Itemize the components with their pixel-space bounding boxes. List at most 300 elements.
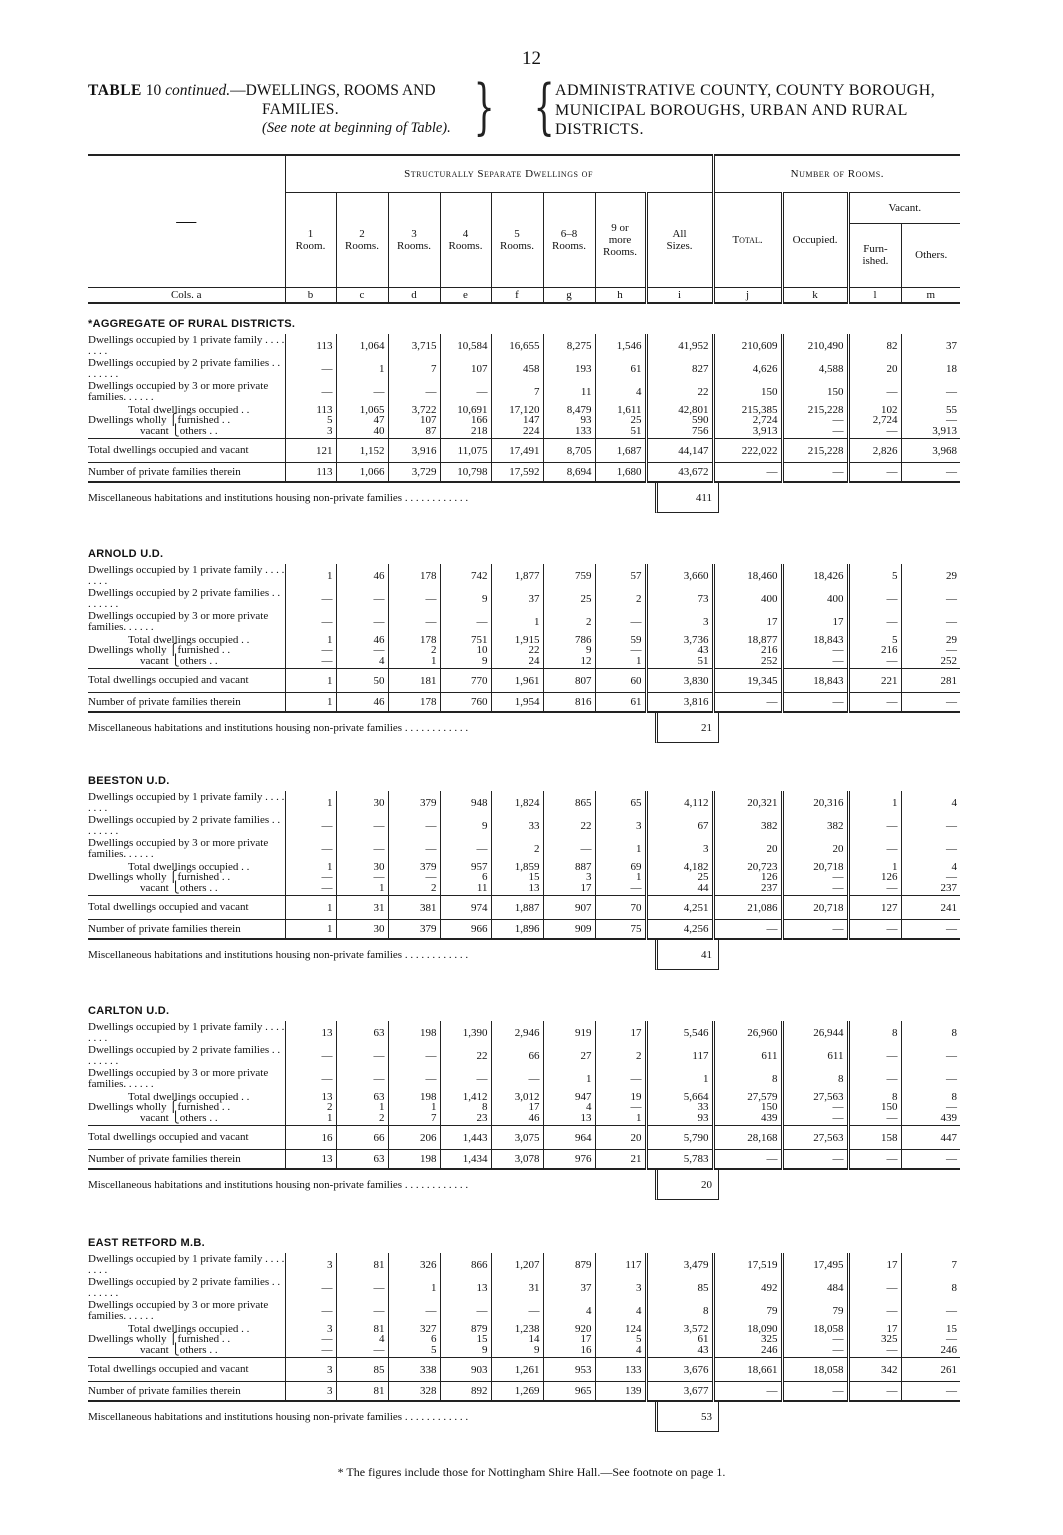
cell: 1,269	[491, 1382, 543, 1402]
row-label-line: Dwellings occupied by 3 or more private families. . . . . .	[88, 610, 269, 633]
cell	[388, 403, 440, 439]
cell: 770	[440, 669, 491, 693]
cell-value: 13	[321, 1090, 333, 1103]
cell: —	[901, 1067, 960, 1090]
cell-value: 1	[636, 871, 642, 884]
column-header	[88, 154, 960, 304]
cell: 3,479	[646, 1253, 713, 1276]
row-label	[88, 1358, 285, 1382]
cell-value: 22	[528, 644, 540, 657]
cell: —	[491, 1067, 543, 1090]
cell-value: 5,664	[683, 1090, 709, 1103]
cell-value: 87	[425, 424, 437, 437]
cell: 1,887	[491, 896, 543, 920]
misc-label: Miscellaneous habitations and institutions housing non-private families . . . . . . . . . . . .	[88, 1179, 469, 1191]
misc-row	[88, 483, 960, 513]
cell: 7	[901, 1253, 960, 1276]
cell: 9	[440, 814, 491, 837]
cell: 50	[336, 669, 388, 693]
cell-value: 18,843	[813, 633, 844, 646]
cell: 20	[848, 357, 901, 380]
cell-value: —	[946, 871, 957, 884]
cell-value: 5	[431, 1343, 437, 1356]
cell: —	[388, 1299, 440, 1322]
row-occ2	[88, 1276, 960, 1299]
row-label	[88, 1253, 285, 1276]
cell: 27	[543, 1044, 595, 1067]
cell: 1,961	[491, 669, 543, 693]
footnote: * The figures include those for Nottingham Shire Hall.—See footnote on page 1.	[337, 1465, 726, 1479]
row-label	[88, 1382, 285, 1402]
district-title: ARNOLD U.D.	[88, 548, 164, 560]
vacant-label: Vacant.	[850, 193, 961, 224]
cell: 1,877	[491, 564, 543, 587]
cell: —	[440, 610, 491, 633]
cell: 113	[285, 334, 336, 357]
cell	[336, 633, 388, 669]
row-label	[88, 669, 285, 693]
cell: 3,729	[388, 463, 440, 483]
cell: 198	[388, 1021, 440, 1044]
cell-value: 887	[575, 860, 592, 873]
cell: —	[595, 1067, 646, 1090]
cell-value: 1	[636, 654, 642, 667]
cell	[646, 860, 713, 896]
col-letter: f	[491, 287, 543, 303]
cell	[646, 1090, 713, 1126]
cell: 1,443	[440, 1126, 491, 1150]
cell	[901, 633, 960, 669]
cell	[901, 1322, 960, 1358]
row-tot	[88, 1322, 960, 1358]
cell: —	[848, 463, 901, 483]
cell: 338	[388, 1358, 440, 1382]
cell-value: 150	[881, 1101, 898, 1114]
area-title	[555, 81, 935, 140]
cell: —	[388, 380, 440, 403]
cell: —	[848, 920, 901, 940]
cell-value: 11	[476, 881, 488, 894]
cell: 8	[646, 1299, 713, 1322]
cell-value: 3,913	[752, 424, 778, 437]
group-dwellings: Structurally Separate Dwellings of	[285, 155, 713, 192]
cell: 5	[848, 564, 901, 587]
misc-value: 20	[655, 1170, 719, 1200]
cell-value: 1	[892, 860, 898, 873]
cell: 4,251	[646, 896, 713, 920]
col-letter: e	[440, 287, 491, 303]
cell-value: —	[832, 1101, 844, 1114]
cell	[595, 403, 646, 439]
cell-value: —	[630, 881, 642, 894]
cell: 1,680	[595, 463, 646, 483]
cell-value: —	[832, 881, 844, 894]
cell: —	[440, 1067, 491, 1090]
row-label-line: Number of private families therein	[88, 922, 241, 935]
col-6-8-rooms: 6–8 Rooms.	[543, 192, 595, 287]
col-others: Others.	[901, 224, 960, 287]
cell-value: 2	[379, 1111, 385, 1124]
cell: 241	[901, 896, 960, 920]
cell: —	[901, 1150, 960, 1170]
cell: —	[388, 814, 440, 837]
cell-value: 133	[575, 424, 592, 437]
cell-value: —	[630, 1101, 642, 1114]
cell: 44,147	[646, 439, 713, 463]
cell-value: —	[832, 424, 844, 437]
row-occ3	[88, 1299, 960, 1322]
cell-value: —	[321, 881, 333, 894]
cell: 816	[543, 693, 595, 713]
row-label-line: Number of private families therein	[88, 1384, 241, 1397]
col-letter: b	[285, 287, 336, 303]
cell	[440, 633, 491, 669]
cell: 31	[336, 896, 388, 920]
cell-value: 3	[327, 424, 333, 437]
right-brace: }	[473, 72, 495, 142]
cell: —	[848, 837, 901, 860]
cell: 43,672	[646, 463, 713, 483]
cell	[782, 403, 848, 439]
cell: 20,718	[782, 896, 848, 920]
cell	[336, 403, 388, 439]
cell-value: 2,724	[752, 414, 778, 427]
cell-value: —	[886, 424, 898, 437]
cell-value: 42,801	[678, 403, 709, 416]
table-number: 10	[145, 82, 162, 99]
cell: 866	[440, 1253, 491, 1276]
cell: 5,783	[646, 1150, 713, 1170]
cell: —	[848, 814, 901, 837]
cell-value: 178	[420, 633, 437, 646]
col-9-more-rooms: 9 or more Rooms.	[595, 192, 646, 287]
cell: 760	[440, 693, 491, 713]
row-fam	[88, 1382, 960, 1402]
district-table	[88, 1253, 960, 1402]
cell	[646, 1322, 713, 1358]
cell-value: 46	[528, 1111, 540, 1124]
cell	[595, 860, 646, 896]
cell: 65	[595, 791, 646, 814]
cell: 18,460	[713, 564, 782, 587]
row-label-line: Dwellings occupied by 1 private family . . . . . . . .	[88, 791, 285, 814]
cell: 210,490	[782, 334, 848, 357]
misc-row	[88, 940, 960, 970]
cell-value: —	[321, 654, 333, 667]
cell-value: 126	[881, 871, 898, 884]
cell-value: 5	[636, 1333, 642, 1346]
cell: 1,064	[336, 334, 388, 357]
cell: 1	[543, 1067, 595, 1090]
misc-value: 53	[655, 1402, 719, 1432]
cell	[848, 1322, 901, 1358]
cell-value: 439	[761, 1111, 778, 1124]
cell: 28,168	[713, 1126, 782, 1150]
district-title: BEESTON U.D.	[88, 775, 170, 787]
cell-value: 8,479	[566, 403, 592, 416]
cell: 3	[285, 1382, 336, 1402]
row-label-line: Number of private families therein	[88, 1152, 241, 1165]
cell: 67	[646, 814, 713, 837]
cell-value: 2	[327, 1101, 333, 1114]
row-label-line: Dwellings occupied by 3 or more private families. . . . . .	[88, 1067, 269, 1090]
cell-value: 61	[697, 1333, 709, 1346]
row-label	[88, 791, 285, 814]
row-occ1	[88, 564, 960, 587]
misc-label: Miscellaneous habitations and institutions housing non-private families . . . . . . . . . . . .	[88, 949, 469, 961]
cell-value: —	[373, 644, 385, 657]
cell: 1,434	[440, 1150, 491, 1170]
cell-value: 17	[528, 1101, 540, 1114]
cell	[646, 633, 713, 669]
misc-label: Miscellaneous habitations and institutions housing non-private families . . . . . . . . . . . .	[88, 492, 469, 504]
district-section	[88, 548, 960, 743]
cell: —	[336, 380, 388, 403]
cell: 8	[848, 1021, 901, 1044]
row-label-line: Number of private families therein	[88, 695, 241, 708]
cell: 2,946	[491, 1021, 543, 1044]
cell: 2	[595, 1044, 646, 1067]
cell-value: 246	[940, 1343, 957, 1356]
cell	[440, 860, 491, 896]
district-table	[88, 334, 960, 483]
cell	[782, 860, 848, 896]
cell-value: 8	[482, 1101, 488, 1114]
cell: 1	[848, 791, 901, 814]
cell: 11	[543, 380, 595, 403]
cell-value: 1,915	[514, 633, 540, 646]
cell-value: —	[886, 1343, 898, 1356]
row-occ3	[88, 837, 960, 860]
cell: 17,592	[491, 463, 543, 483]
cell: 8	[713, 1067, 782, 1090]
cell-value: 51	[697, 654, 709, 667]
cell: 46	[336, 564, 388, 587]
cell: 11,075	[440, 439, 491, 463]
cell: 2	[595, 587, 646, 610]
cell: —	[848, 1150, 901, 1170]
row-label-line: Total dwellings occupied . .	[128, 1322, 250, 1335]
cell: 61	[595, 693, 646, 713]
cell-value: 17,120	[509, 403, 540, 416]
cell-value: 8	[892, 1090, 898, 1103]
row-label	[88, 1276, 285, 1299]
cell: —	[848, 1299, 901, 1322]
cell	[713, 1322, 782, 1358]
cell: 3,916	[388, 439, 440, 463]
cell-value: 756	[692, 424, 709, 437]
cell-value: 126	[761, 871, 778, 884]
cell: 1	[285, 896, 336, 920]
area-line-1: ADMINISTRATIVE COUNTY, COUNTY BOROUGH,	[555, 82, 936, 99]
cell: 1,261	[491, 1358, 543, 1382]
cell-value: 18,090	[747, 1322, 778, 1335]
row-totv	[88, 669, 960, 693]
cell-value: 17	[580, 1333, 592, 1346]
cell-value: —	[321, 644, 333, 657]
cell: —	[782, 693, 848, 713]
cell-value: 1,065	[359, 403, 385, 416]
cell: —	[782, 1382, 848, 1402]
cell: 1	[336, 357, 388, 380]
cell: 974	[440, 896, 491, 920]
cell: 807	[543, 669, 595, 693]
cell: 16,655	[491, 334, 543, 357]
cell-value: 20,723	[747, 860, 778, 873]
cell: 1,152	[336, 439, 388, 463]
cell: 261	[901, 1358, 960, 1382]
cell-value: 51	[630, 424, 642, 437]
cell-value: 63	[373, 1090, 385, 1103]
cell: 281	[901, 669, 960, 693]
cell: —	[285, 610, 336, 633]
cell	[440, 1322, 491, 1358]
row-occ2	[88, 587, 960, 610]
cell: —	[901, 1382, 960, 1402]
col-letter: i	[646, 287, 713, 303]
cell: 1,066	[336, 463, 388, 483]
cell-value: 4	[379, 1333, 385, 1346]
row-label	[88, 920, 285, 940]
cell: 9	[440, 587, 491, 610]
cell-value: 147	[523, 414, 540, 427]
cell-value: —	[373, 1343, 385, 1356]
cell-value: —	[886, 881, 898, 894]
cell: —	[285, 357, 336, 380]
cell: 7	[388, 357, 440, 380]
cell: 484	[782, 1276, 848, 1299]
cell-value: —	[321, 1343, 333, 1356]
cell-value: 4	[636, 1343, 642, 1356]
cell: 8,705	[543, 439, 595, 463]
cell: 150	[782, 380, 848, 403]
cell: 865	[543, 791, 595, 814]
cell-value: 4	[379, 654, 385, 667]
cell: 400	[713, 587, 782, 610]
cell	[848, 403, 901, 439]
cell-value: 920	[575, 1322, 592, 1335]
row-label-line: vacant ⎩others . .	[140, 424, 218, 437]
cell	[713, 1090, 782, 1126]
cell: 1,546	[595, 334, 646, 357]
cell-value: 786	[575, 633, 592, 646]
cell	[336, 1090, 388, 1126]
cell-value: 252	[940, 654, 957, 667]
cell: —	[848, 1044, 901, 1067]
col-letter: d	[388, 287, 440, 303]
row-tot	[88, 403, 960, 439]
cell: 107	[440, 357, 491, 380]
row-label	[88, 564, 285, 587]
cell-value: 69	[630, 860, 642, 873]
cell: 61	[595, 357, 646, 380]
cell	[543, 633, 595, 669]
cell: 8,275	[543, 334, 595, 357]
cell-value: 439	[940, 1111, 957, 1124]
row-label-line: Dwellings occupied by 3 or more private families. . . . . .	[88, 380, 269, 403]
group-rooms: Number of Rooms.	[713, 155, 960, 192]
cell-value: 1,238	[514, 1322, 540, 1335]
row-label-line: Dwellings occupied by 3 or more private families. . . . . .	[88, 837, 269, 860]
col-letter: m	[901, 287, 960, 303]
cell-value: 218	[471, 424, 488, 437]
misc-label: Miscellaneous habitations and institutions housing non-private families . . . . . . . . . . . .	[88, 1411, 469, 1423]
cell: 3	[595, 814, 646, 837]
cell: 909	[543, 920, 595, 940]
cell-value: 6	[482, 871, 488, 884]
cell: 16	[285, 1126, 336, 1150]
cell: —	[595, 610, 646, 633]
row-label	[88, 633, 285, 669]
row-occ2	[88, 1044, 960, 1067]
row-label-line: Dwellings occupied by 1 private family . . . . . . . .	[88, 1021, 285, 1044]
cell: 1,824	[491, 791, 543, 814]
cell: 70	[595, 896, 646, 920]
row-label	[88, 357, 285, 380]
cell-value: 12	[580, 654, 592, 667]
cell: 18	[901, 357, 960, 380]
cell: —	[848, 1067, 901, 1090]
cell-value: 30	[373, 860, 385, 873]
cell	[543, 1090, 595, 1126]
cell: —	[901, 610, 960, 633]
row-label-line: Dwellings wholly ⎧furnished . .	[88, 1333, 231, 1346]
cell-value: 3,736	[683, 633, 709, 646]
cell-value: 13	[528, 881, 540, 894]
cell-value: —	[832, 414, 844, 427]
cell: 75	[595, 920, 646, 940]
misc-value: 21	[655, 713, 719, 743]
row-label-line: Total dwellings occupied and vacant	[88, 901, 249, 914]
col-letter: c	[336, 287, 388, 303]
cell-value: 1	[327, 1111, 333, 1124]
cell: 3	[646, 610, 713, 633]
cell	[543, 860, 595, 896]
row-label-line: Dwellings wholly ⎧furnished . .	[88, 414, 231, 427]
cell: 1	[285, 693, 336, 713]
row-label	[88, 837, 285, 860]
cell: 953	[543, 1358, 595, 1382]
cell-value: 215,385	[741, 403, 778, 416]
cell: 1	[285, 920, 336, 940]
cell: 17	[782, 610, 848, 633]
cell: 342	[848, 1358, 901, 1382]
cell: —	[713, 463, 782, 483]
col-all-sizes: All Sizes.	[646, 192, 713, 287]
cell-value: 751	[471, 633, 488, 646]
cell	[782, 633, 848, 669]
district-section	[88, 318, 960, 513]
misc-row	[88, 713, 960, 743]
cell: 37	[491, 587, 543, 610]
cell: 3,715	[388, 334, 440, 357]
row-occ1	[88, 1253, 960, 1276]
cell-value: 246	[761, 1343, 778, 1356]
cell: 178	[388, 564, 440, 587]
cell: 31	[491, 1276, 543, 1299]
cell	[388, 860, 440, 896]
row-occ2	[88, 357, 960, 380]
cell-value: 1	[431, 654, 437, 667]
cell	[646, 403, 713, 439]
row-occ3	[88, 1067, 960, 1090]
cell: 10,584	[440, 334, 491, 357]
cell: 492	[713, 1276, 782, 1299]
cell-value: —	[373, 871, 385, 884]
cell: 759	[543, 564, 595, 587]
cell: —	[285, 1044, 336, 1067]
cell-value: 1	[379, 1101, 385, 1114]
